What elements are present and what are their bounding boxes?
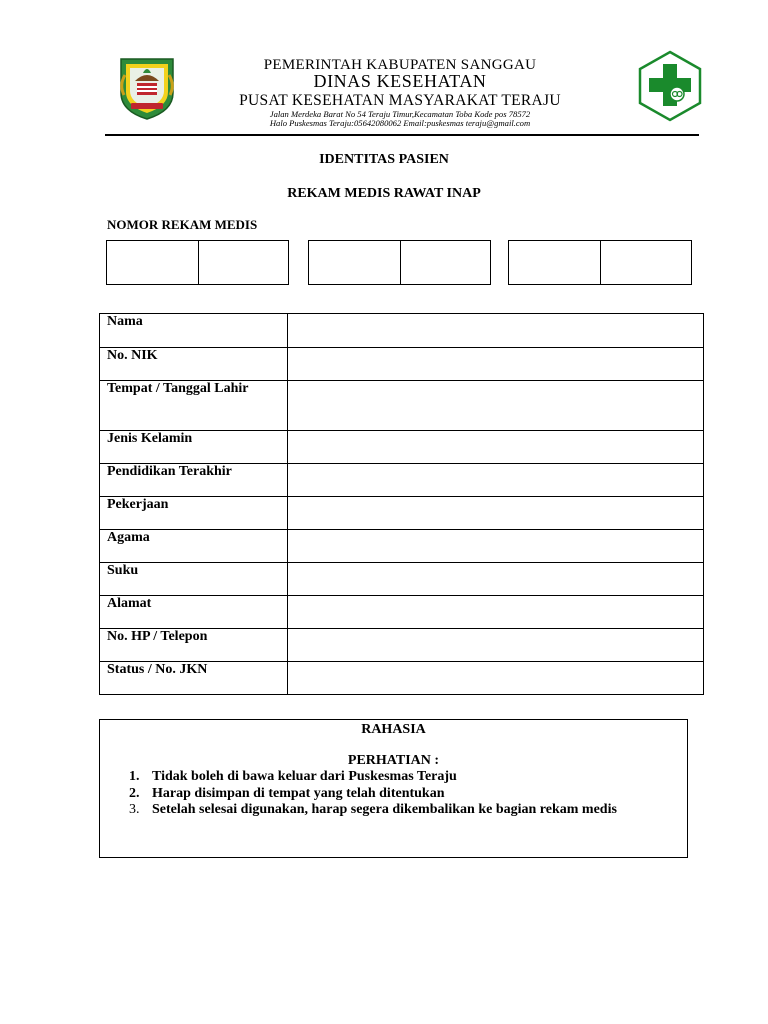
table-row: [100, 596, 704, 629]
field-label: No. NIK: [100, 348, 288, 381]
table-row: [100, 563, 704, 596]
record-number-digit-3[interactable]: [309, 241, 400, 284]
notice-heading: PERHATIAN :: [347, 753, 440, 768]
confidential-notice-box: [99, 719, 688, 858]
form-title-identity: IDENTITAS PASIEN: [319, 152, 449, 167]
table-row: [100, 662, 704, 695]
field-label: Status / No. JKN: [100, 662, 288, 695]
field-value-ethnicity[interactable]: [288, 563, 704, 596]
record-number-digit-4[interactable]: [400, 241, 491, 284]
field-label: Jenis Kelamin: [100, 431, 288, 464]
medical-record-number-label: NOMOR REKAM MEDIS: [107, 217, 258, 232]
table-row: [100, 629, 704, 662]
header-health-center: PUSAT KESEHATAN MASYARAKAT TERAJU: [239, 92, 561, 109]
field-value-nik[interactable]: [288, 348, 704, 381]
field-label: Pekerjaan: [100, 497, 288, 530]
field-value-gender[interactable]: [288, 431, 704, 464]
header-department: DINAS KESEHATAN: [313, 71, 487, 91]
table-row: [100, 497, 704, 530]
field-label: Nama: [100, 314, 288, 348]
field-label: Pendidikan Terakhir: [100, 464, 288, 497]
notice-title: RAHASIA: [361, 722, 426, 737]
field-value-occupation[interactable]: [288, 497, 704, 530]
field-value-address[interactable]: [288, 596, 704, 629]
record-number-digit-1[interactable]: [107, 241, 198, 284]
field-label: No. HP / Telepon: [100, 629, 288, 662]
record-number-digit-6[interactable]: [600, 241, 691, 284]
field-label: Alamat: [100, 596, 288, 629]
record-number-digit-5[interactable]: [509, 241, 600, 284]
table-row: [100, 381, 704, 431]
patient-identity-table: [99, 313, 704, 695]
form-title-record: REKAM MEDIS RAWAT INAP: [287, 186, 481, 201]
table-row: [100, 348, 704, 381]
field-value-nama[interactable]: [288, 314, 704, 348]
field-value-birth[interactable]: [288, 381, 704, 431]
field-value-education[interactable]: [288, 464, 704, 497]
list-item: 1. Tidak boleh di bawa keluar dari Puskesmas Teraju: [129, 769, 457, 784]
sanggau-regency-emblem-icon: [115, 55, 179, 121]
header-government: PEMERINTAH KABUPATEN SANGGAU: [263, 57, 537, 73]
puskesmas-logo-icon: [636, 50, 704, 122]
record-number-group-3: [508, 240, 692, 285]
field-label: Agama: [100, 530, 288, 563]
list-item: 2. Harap disimpan di tempat yang telah ditentukan: [129, 785, 445, 801]
field-label: Suku: [100, 563, 288, 596]
record-number-digit-2[interactable]: [198, 241, 289, 284]
field-value-jkn[interactable]: [288, 662, 704, 695]
table-row: [100, 464, 704, 497]
table-row: [100, 431, 704, 464]
list-item: 3. Setelah selesai digunakan, harap segera dikembalikan ke bagian rekam medis: [129, 802, 617, 817]
notice-list: [129, 769, 652, 819]
field-value-religion[interactable]: [288, 530, 704, 563]
header-address: Jalan Merdeka Barat No 54 Teraju Timur,Kecamatan Toba Kode pos 78572: [269, 109, 531, 119]
table-row: [100, 530, 704, 563]
header-divider: [105, 134, 699, 136]
record-number-group-1: [106, 240, 289, 285]
header-contact: Halo Puskesmas Teraju:05642080062 Email:puskesmas teraju@gmail.com: [269, 118, 531, 128]
table-row: [100, 314, 704, 348]
field-label: Tempat / Tanggal Lahir: [100, 381, 288, 431]
field-value-phone[interactable]: [288, 629, 704, 662]
record-number-group-2: [308, 240, 491, 285]
